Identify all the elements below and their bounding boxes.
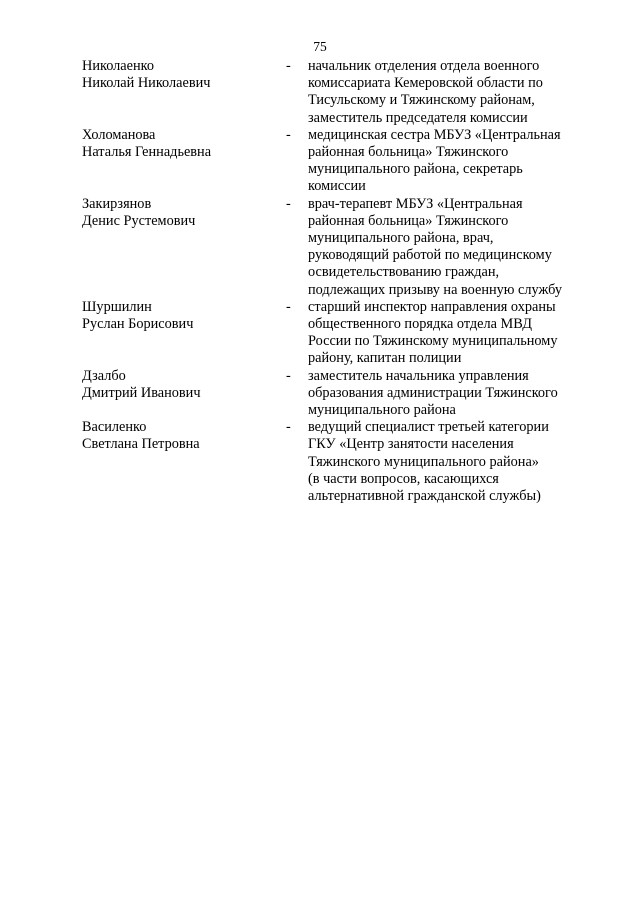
member-surname: Закирзянов bbox=[82, 195, 152, 212]
member-name bbox=[82, 368, 286, 420]
member-given-names: Руслан Борисович bbox=[82, 316, 194, 333]
dash-separator: - bbox=[286, 195, 291, 212]
role-line: общественного порядка отдела МВД bbox=[308, 316, 533, 333]
member-surname: Холоманова bbox=[82, 126, 156, 143]
role-line: комиссии bbox=[308, 178, 366, 195]
role-line: России по Тяжинскому муниципальному bbox=[308, 333, 558, 350]
member-name bbox=[82, 127, 286, 196]
role-line: районная больница» Тяжинского bbox=[308, 144, 509, 161]
member-name bbox=[82, 58, 286, 127]
member-role bbox=[308, 299, 582, 368]
role-line: ведущий специалист третьей категории bbox=[308, 419, 549, 436]
role-line: муниципального района, секретарь bbox=[308, 161, 523, 178]
member-entry bbox=[82, 58, 582, 127]
role-line: (в части вопросов, касающихся bbox=[308, 470, 499, 487]
member-entry bbox=[82, 127, 582, 196]
member-name bbox=[82, 419, 286, 505]
member-surname: Дзалбо bbox=[82, 367, 126, 384]
role-line: району, капитан полиции bbox=[308, 350, 462, 367]
dash-separator: - bbox=[286, 298, 291, 315]
member-given-names: Денис Рустемович bbox=[82, 212, 196, 229]
member-role bbox=[308, 58, 582, 127]
member-surname: Николаенко bbox=[82, 58, 155, 74]
role-line: старший инспектор направления охраны bbox=[308, 298, 556, 315]
role-line: заместитель начальника управления bbox=[308, 367, 529, 384]
role-line: врач-терапевт МБУЗ «Центральная bbox=[308, 195, 523, 212]
dash-separator: - bbox=[286, 419, 291, 436]
member-role bbox=[308, 368, 582, 420]
member-given-names: Дмитрий Иванович bbox=[82, 384, 201, 401]
member-name bbox=[82, 196, 286, 299]
role-line: начальник отделения отдела военного bbox=[308, 58, 540, 74]
role-line: ГКУ «Центр занятости населения bbox=[308, 436, 514, 453]
member-name bbox=[82, 299, 286, 368]
commission-roster bbox=[82, 58, 582, 505]
member-role bbox=[308, 196, 582, 299]
member-role bbox=[308, 127, 582, 196]
member-given-names: Наталья Геннадьевна bbox=[82, 144, 212, 161]
role-line: альтернативной гражданской службы) bbox=[308, 488, 541, 505]
role-line: Тисульскому и Тяжинскому районам, bbox=[308, 92, 535, 109]
dash-separator: - bbox=[286, 367, 291, 384]
member-surname: Шуршилин bbox=[82, 298, 152, 315]
role-line: заместитель председателя комиссии bbox=[308, 109, 528, 126]
member-entry bbox=[82, 419, 582, 505]
role-line: медицинская сестра МБУЗ «Центральная bbox=[308, 126, 561, 143]
member-role bbox=[308, 419, 582, 505]
role-line: Тяжинского муниципального района» bbox=[308, 453, 539, 470]
member-given-names: Светлана Петровна bbox=[82, 436, 200, 453]
dash-separator: - bbox=[286, 126, 291, 143]
role-line: руководящий работой по медицинскому bbox=[308, 247, 552, 264]
role-line: районная больница» Тяжинского bbox=[308, 212, 509, 229]
role-line: образования администрации Тяжинского bbox=[308, 384, 558, 401]
member-surname: Василенко bbox=[82, 419, 147, 436]
member-entry bbox=[82, 299, 582, 368]
page-number: 75 bbox=[313, 39, 327, 54]
member-given-names: Николай Николаевич bbox=[82, 75, 211, 92]
role-line: муниципального района, врач, bbox=[308, 230, 494, 247]
member-entry bbox=[82, 368, 582, 420]
role-line: освидетельствованию граждан, bbox=[308, 264, 500, 281]
dash-separator: - bbox=[286, 58, 291, 74]
member-entry bbox=[82, 196, 582, 299]
role-line: комиссариата Кемеровской области по bbox=[308, 75, 543, 92]
role-line: подлежащих призыву на военную службу bbox=[308, 281, 563, 298]
role-line: муниципального района bbox=[308, 402, 456, 419]
